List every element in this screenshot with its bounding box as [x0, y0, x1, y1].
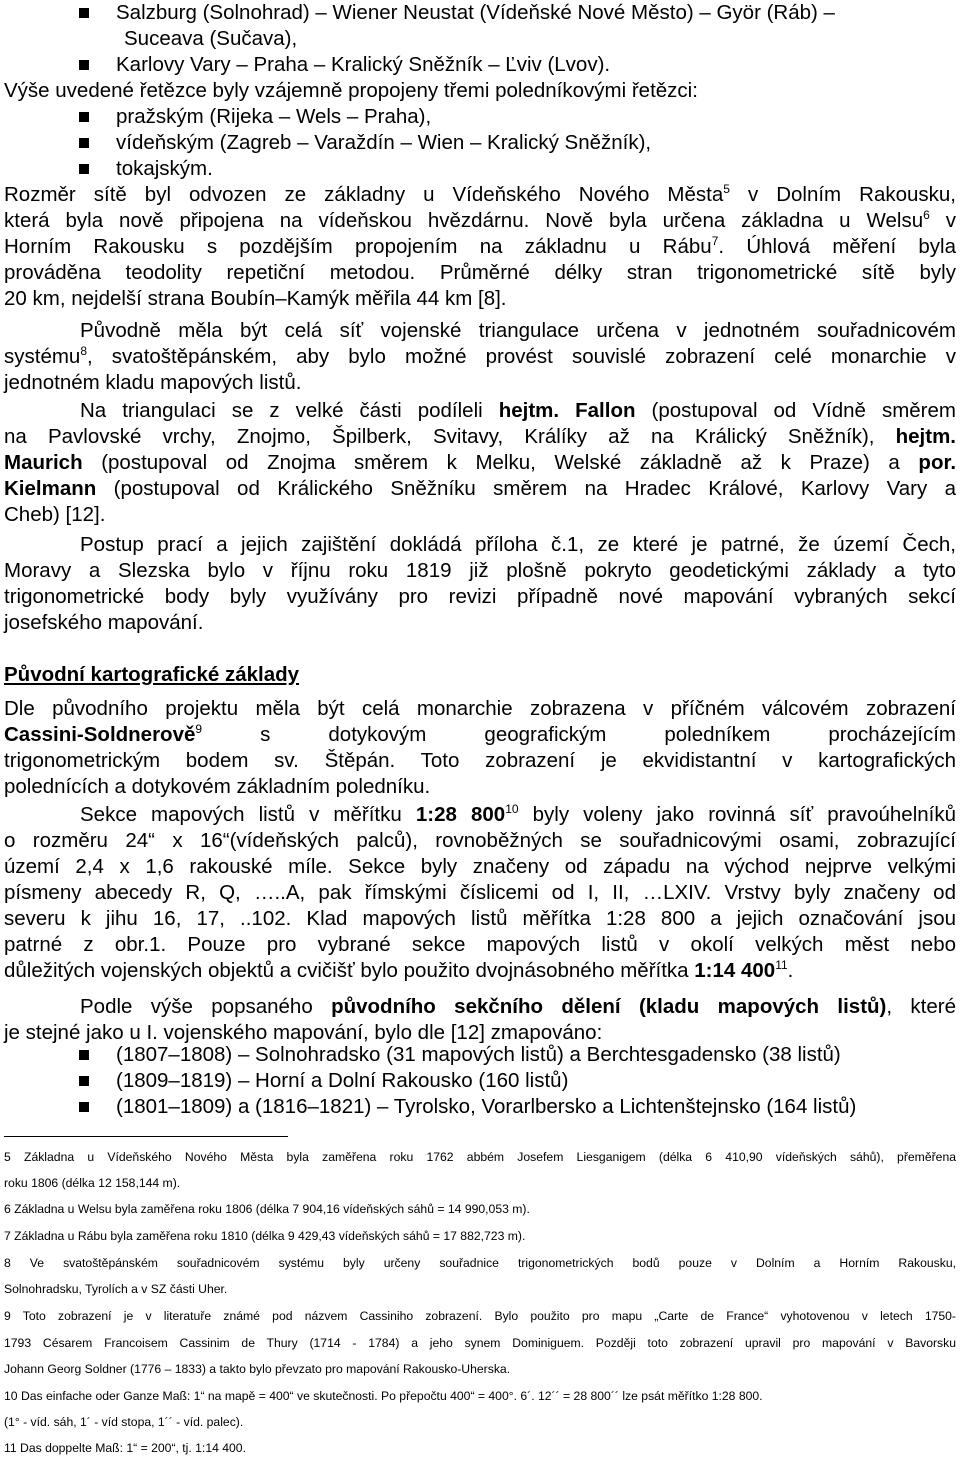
paragraph-line: Na triangulaci se z velké části podíleli hejtm. Fallon (postupoval od Vídně směrem — [80, 399, 956, 422]
paragraph-line: prováděna teodolity repetiční metodou. Průměrné délky stran trigonometrické sítě byly — [4, 261, 956, 284]
footnote-line: 10 Das einfache oder Ganze Maß: 1“ na mapě = 400“ ve skutečnosti. Po přepočtu 400“ = 400°. 6´. 12´´ = 28 800´´ lze psát měřítko 1:28 800. — [4, 1389, 763, 1403]
paragraph-line: je stejné jako u I. vojenského mapování, bylo dle [12] zmapováno: — [4, 1021, 603, 1044]
list-item: (1807–1808) – Solnohradsko (31 mapových listů) a Berchtesgadensko (38 listů) — [116, 1043, 841, 1066]
footnote-ref: 8 — [80, 344, 88, 358]
footnote-line: roku 1806 (délka 12 158,144 m). — [4, 1176, 181, 1190]
bullet-icon — [79, 1050, 89, 1060]
paragraph-line: Postup prací a jejich zajištění dokládá příloha č.1, ze které je patrné, že území Čech, — [80, 533, 956, 556]
paragraph-line: polednících a dotykovém základním poledníku. — [4, 775, 431, 798]
footnote-line: 11 Das doppelte Maß: 1“ = 200“, tj. 1:14 400. — [4, 1441, 246, 1455]
paragraph-line: Podle výše popsaného původního sekčního dělení (kladu mapových listů), které — [80, 995, 957, 1018]
footnote-ref: 5 — [723, 182, 730, 196]
paragraph-line: písmeny abecedy R, Q, …..A, pak římskými číslicemi od I, II, …LXIV. Vrstvy byly značeny od — [4, 881, 956, 904]
bullet-icon — [79, 1076, 89, 1086]
paragraph-line: Sekce mapových listů v měřítku 1:28 $800^{10}$ byly voleny jako rovinná síť pravoúhelníků — [80, 802, 957, 826]
footnote-line: 7 Základna u Rábu byla zaměřena roku 1810 (délka 9 429,43 vídeňských sáhů = 17 882,723 m). — [4, 1229, 526, 1243]
footnote-line: Johann Georg Soldner (1776 – 1833) a takto bylo převzato pro mapování Rakousko-Uherska. — [4, 1362, 511, 1376]
paragraph-line: Kielmann (postupoval od Králického Sněžníku směrem na Hradec Králové, Karlovy Vary a — [4, 477, 956, 500]
list-item: Salzburg (Solnohrad) – Wiener Neustat (Vídeňské Nové Město) – Györ (Ráb) – — [116, 1, 835, 24]
paragraph-line: důležitých vojenských objektů a cvičišť bylo použito dvojnásobného měřítka 1:14 $400^{11}$. — [4, 958, 794, 982]
paragraph-line: o rozměru 24“ x 16“(vídeňských palců), rovnoběžných se souřadnicovými osami, zobrazující — [4, 829, 956, 852]
paragraph-line: Cassini-Soldnerově$^9$ s dotykovým geografickým poledníkem procházejícím — [4, 722, 956, 746]
paragraph-line: Moravy a Slezska bylo v říjnu roku 1819 již plošně pokryto geodetickými základy a tyto — [4, 559, 956, 582]
footnote-ref: 7 — [711, 234, 719, 248]
footnote-line: 8 Ve svatoštěpánském souřadnicovém systému byly určeny souřadnice trigonometrických bodů pouze v Dolním a Horním Rakousku, — [4, 1256, 956, 1270]
paragraph-line: na Pavlovské vrchy, Znojmo, Špilberk, Svitavy, Králíky až na Králický Sněžník), hejtm. — [4, 425, 956, 448]
paragraph-line: trigonometrickým bodem sv. Štěpán. Toto zobrazení je ekvidistantní v kartografických — [4, 749, 956, 772]
list-item-continuation: Suceava (Sučava), — [124, 27, 298, 50]
paragraph-line: Rozměr sítě byl odvozen ze základny u Vídeňského Nového Města$^5$ v Dolním Rakousku, — [4, 182, 956, 206]
paragraph-line: která byla nově připojena na vídeňskou hvězdárnu. Nově byla určena základna u Welsu$^6$ v — [4, 208, 957, 232]
bullet-icon — [79, 164, 89, 174]
footnote-ref: 11 — [775, 958, 788, 972]
paragraph-line: Původně měla být celá síť vojenské triangulace určena v jednotném souřadnicovém — [80, 319, 956, 342]
footnote-line: 9 Toto zobrazení je v literatuře známé pod názvem Cassiniho zobrazení. Bylo použito pro mapu „Carte de France“ vyhotovenou v letech 1750- — [4, 1309, 956, 1323]
list-item: vídeňským (Zagreb – Varaždín – Wien – Kralický Sněžník), — [116, 131, 652, 154]
footnote-ref: 10 — [505, 802, 519, 816]
paragraph-line: Dle původního projektu měla být celá monarchie zobrazena v příčném válcovém zobrazení — [4, 697, 956, 720]
bullet-icon — [79, 1102, 89, 1112]
paragraph-line: trigonometrické body byly využívány pro revizi případně nové mapování vybraných sekcí — [4, 585, 956, 608]
footnote-ref: 6 — [923, 208, 930, 222]
paragraph-line: jednotném kladu mapových listů. — [4, 371, 302, 394]
paragraph-line: 20 km, nejdelší strana Boubín–Kamýk měřila 44 km [8]. — [4, 287, 507, 310]
paragraph-line: Maurich (postupoval od Znojma směrem k Melku, Welské základně až k Praze) a por. — [4, 451, 957, 474]
bullet-icon — [79, 138, 89, 148]
section-heading: Původní kartografické základy — [4, 663, 300, 686]
paragraph-line: systému$^8$, svatoštěpánském, aby bylo možné provést souvislé zobrazení celé monarchie v — [4, 344, 956, 368]
paragraph-line: josefského mapování. — [4, 611, 204, 634]
paragraph-line: severu k jihu 16, 17, ..102. Klad mapových listů měřítka 1:28 800 a jejich označování jsou — [4, 907, 956, 930]
footnote-separator — [4, 1136, 288, 1137]
list-item: (1801–1809) a (1816–1821) – Tyrolsko, Vorarlbersko a Lichtenštejnsko (164 listů) — [116, 1095, 857, 1118]
paragraph-line: území 2,4 x 1,6 rakouské míle. Sekce byly značeny od západu na východ nejprve velkými — [4, 855, 956, 878]
list-item: (1809–1819) – Horní a Dolní Rakousko (160 listů) — [116, 1069, 569, 1092]
footnote-line: 1793 Césarem Francoisem Cassinim de Thury (1714 - 1784) a jeho synem Dominiguem. Později toto zobrazení upravil pro mapování v Bavorsku — [4, 1336, 956, 1350]
paragraph-line: Horním Rakousku s pozdějším propojením na základnu u Rábu$^7$. Úhlová měření byla — [4, 234, 956, 258]
list-item: Karlovy Vary – Praha – Kralický Sněžník – Ľviv (Lvov). — [116, 53, 611, 76]
list-item: pražským (Rijeka – Wels – Praha), — [116, 105, 432, 128]
bullet-icon — [79, 112, 89, 122]
bullet-icon — [79, 60, 89, 70]
footnote-ref: 9 — [195, 722, 203, 736]
paragraph-line: patrné z obr.1. Pouze pro vybrané sekce mapových listů v okolí velkých měst nebo — [4, 933, 956, 956]
bullet-icon — [79, 8, 89, 18]
footnote-line: 5 Základna u Vídeňského Nového Města byla zaměřena roku 1762 abbém Josefem Liesganigem (délka 6 410,90 vídeňských sáhů), přeměřena — [4, 1150, 956, 1164]
list-item: tokajským. — [116, 157, 213, 180]
paragraph-line: Cheb) [12]. — [4, 503, 106, 526]
footnote-line: 6 Základna u Welsu byla zaměřena roku 1806 (délka 7 904,16 vídeňských sáhů = 14 990,053 m). — [4, 1202, 530, 1216]
footnote-line: (1° - víd. sáh, 1´ - víd stopa, 1´´ - víd. palec). — [4, 1415, 244, 1429]
footnote-line: Solnohradsku, Tyrolích a v SZ části Uher. — [4, 1282, 228, 1296]
paragraph-line: Výše uvedené řetězce byly vzájemně propojeny třemi poledníkovými řetězci: — [4, 79, 698, 102]
